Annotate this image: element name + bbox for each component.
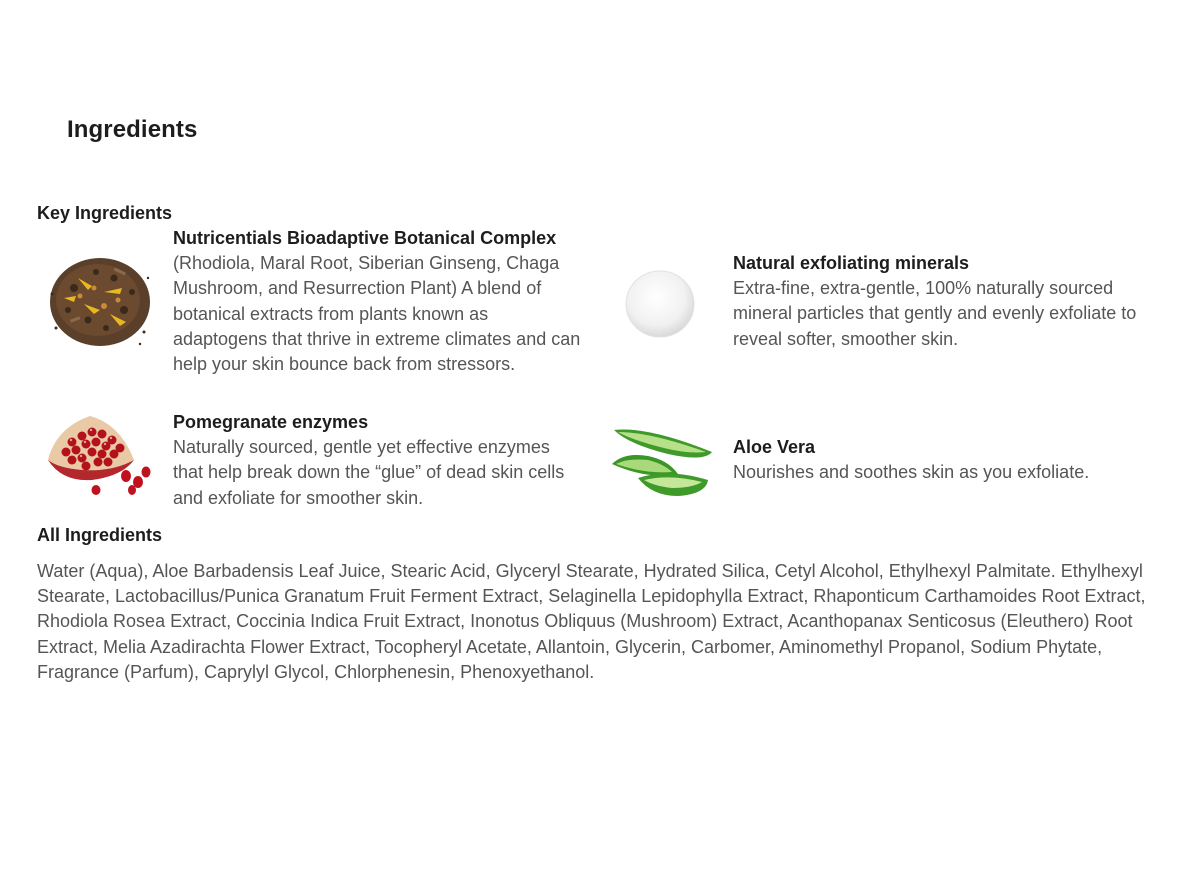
pomegranate-icon	[42, 410, 156, 498]
all-ingredients-heading: All Ingredients	[37, 525, 163, 545]
ingredient-description: (Rhodiola, Maral Root, Siberian Ginseng, Chaga Mushroom, and Resurrection Plant) A blend of botanical extracts from plants known as adaptogens that thrive in extreme climates and can help your skin bounce back from stressors.	[173, 253, 581, 375]
key-ingredients-heading: Key Ingredients	[37, 203, 173, 223]
aloe-vera-icon	[608, 424, 714, 500]
mineral-powder-icon	[622, 264, 698, 340]
ingredient-description: Extra-fine, extra-gentle, 100% naturally sourced mineral particles that gently and evenly exfoliate to reveal softer, smoother skin.	[733, 278, 1137, 349]
ingredient-description: Naturally sourced, gentle yet effective enzymes that help break down the “glue” of dead skin cells and exfoliate for smoother skin.	[173, 437, 565, 508]
ingredient-name: Aloe Vera	[733, 437, 816, 457]
ingredient-name: Natural exfoliating minerals	[733, 253, 970, 273]
all-ingredients-list: Water (Aqua), Aloe Barbadensis Leaf Juice, Stearic Acid, Glyceryl Stearate, Hydrated Silica, Cetyl Alcohol, Ethylhexyl Palmitate. Ethylhexyl Stearate, Lactobacillus/Punica Granatum Fruit Ferment Extract, Selaginella Lepidophylla Extract, Rhaponticum Carthamoides Root Extract, Rhodiola Rosea Extract, Coccinia Indica Fruit Extract, Inonotus Obliquus (Mushroom) Extract, Acanthopanax Senticosus (Eleuthero) Root Extract, Melia Azadirachta Flower Extract, Tocopheryl Acetate, Allantoin, Glycerin, Carbomer, Aminomethyl Propanol, Sodium Phytate, Fragrance (Parfum), Caprylyl Glycol, Chlorphenesin, Phenoxyethanol.	[37, 561, 1146, 682]
page-title: Ingredients	[67, 116, 198, 143]
ingredient-description: Nourishes and soothes skin as you exfoliate.	[733, 462, 1090, 483]
ingredient-name: Pomegranate enzymes	[173, 412, 369, 432]
ingredient-name: Nutricentials Bioadaptive Botanical Complex	[173, 228, 557, 248]
botanical-herb-blend-icon	[44, 248, 156, 352]
